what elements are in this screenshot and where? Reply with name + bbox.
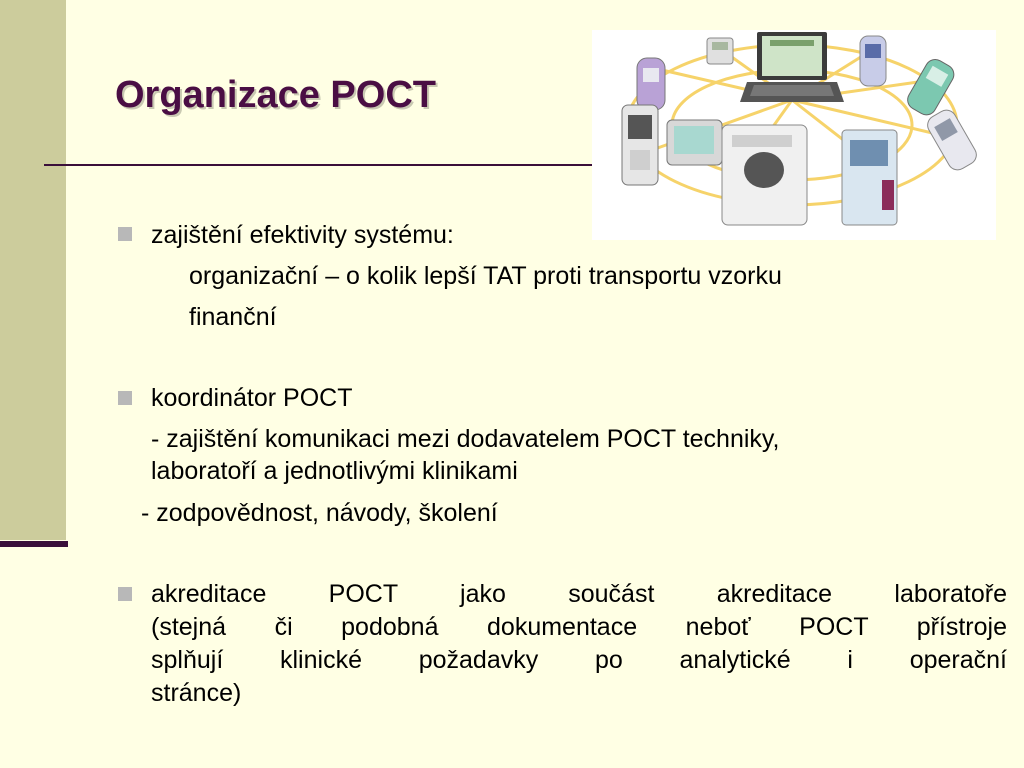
- bullet-1-sub-2: finanční: [189, 303, 277, 331]
- bullet-2-sub-3: - zodpovědnost, návody, školení: [141, 499, 498, 527]
- handheld-device-2-icon: [707, 38, 733, 64]
- bullet-1-sub-1: organizační – o kolik lepší TAT proti transportu vzorku: [189, 262, 782, 290]
- handheld-device-1-icon: [637, 58, 665, 110]
- handheld-device-5-icon: [924, 107, 980, 174]
- bench-analyzer-icon: [722, 125, 807, 225]
- bullet-2-sub-1: - zajištění komunikaci mezi dodavatelem POCT techniky,: [151, 425, 780, 453]
- tablet-analyzer-icon: [667, 120, 722, 165]
- slide-title: Organizace POCT: [115, 74, 436, 116]
- laptop-icon: [740, 32, 844, 102]
- bullet-marker: [118, 587, 132, 601]
- handheld-device-4-icon: [904, 56, 957, 119]
- bullet-3-line-2: (stejná či podobná dokumentace neboť POCT přístroje: [151, 613, 1007, 641]
- title-underline: [44, 164, 592, 166]
- left-accent-line: [0, 541, 68, 547]
- bullet-3-line-4: stránce): [151, 679, 242, 707]
- blood-gas-analyzer-icon: [842, 130, 897, 225]
- bullet-3-line-1: akreditace POCT jako součást akreditace laboratoře: [151, 580, 1007, 608]
- bullet-marker: [118, 227, 132, 241]
- blood-analyzer-icon: [622, 105, 658, 185]
- bullet-marker: [118, 391, 132, 405]
- bullet-1-text: zajištění efektivity systému:: [151, 221, 454, 249]
- bullet-3-line-3: splňují klinické požadavky po analytické i operační: [151, 646, 1007, 674]
- poct-network-illustration: [592, 30, 996, 240]
- left-decorative-bar: [0, 0, 66, 540]
- poct-devices-image: [592, 30, 996, 240]
- bullet-2-text: koordinátor POCT: [151, 384, 353, 412]
- handheld-device-3-icon: [860, 36, 886, 86]
- bullet-2-sub-2: laboratoří a jednotlivými klinikami: [151, 457, 518, 485]
